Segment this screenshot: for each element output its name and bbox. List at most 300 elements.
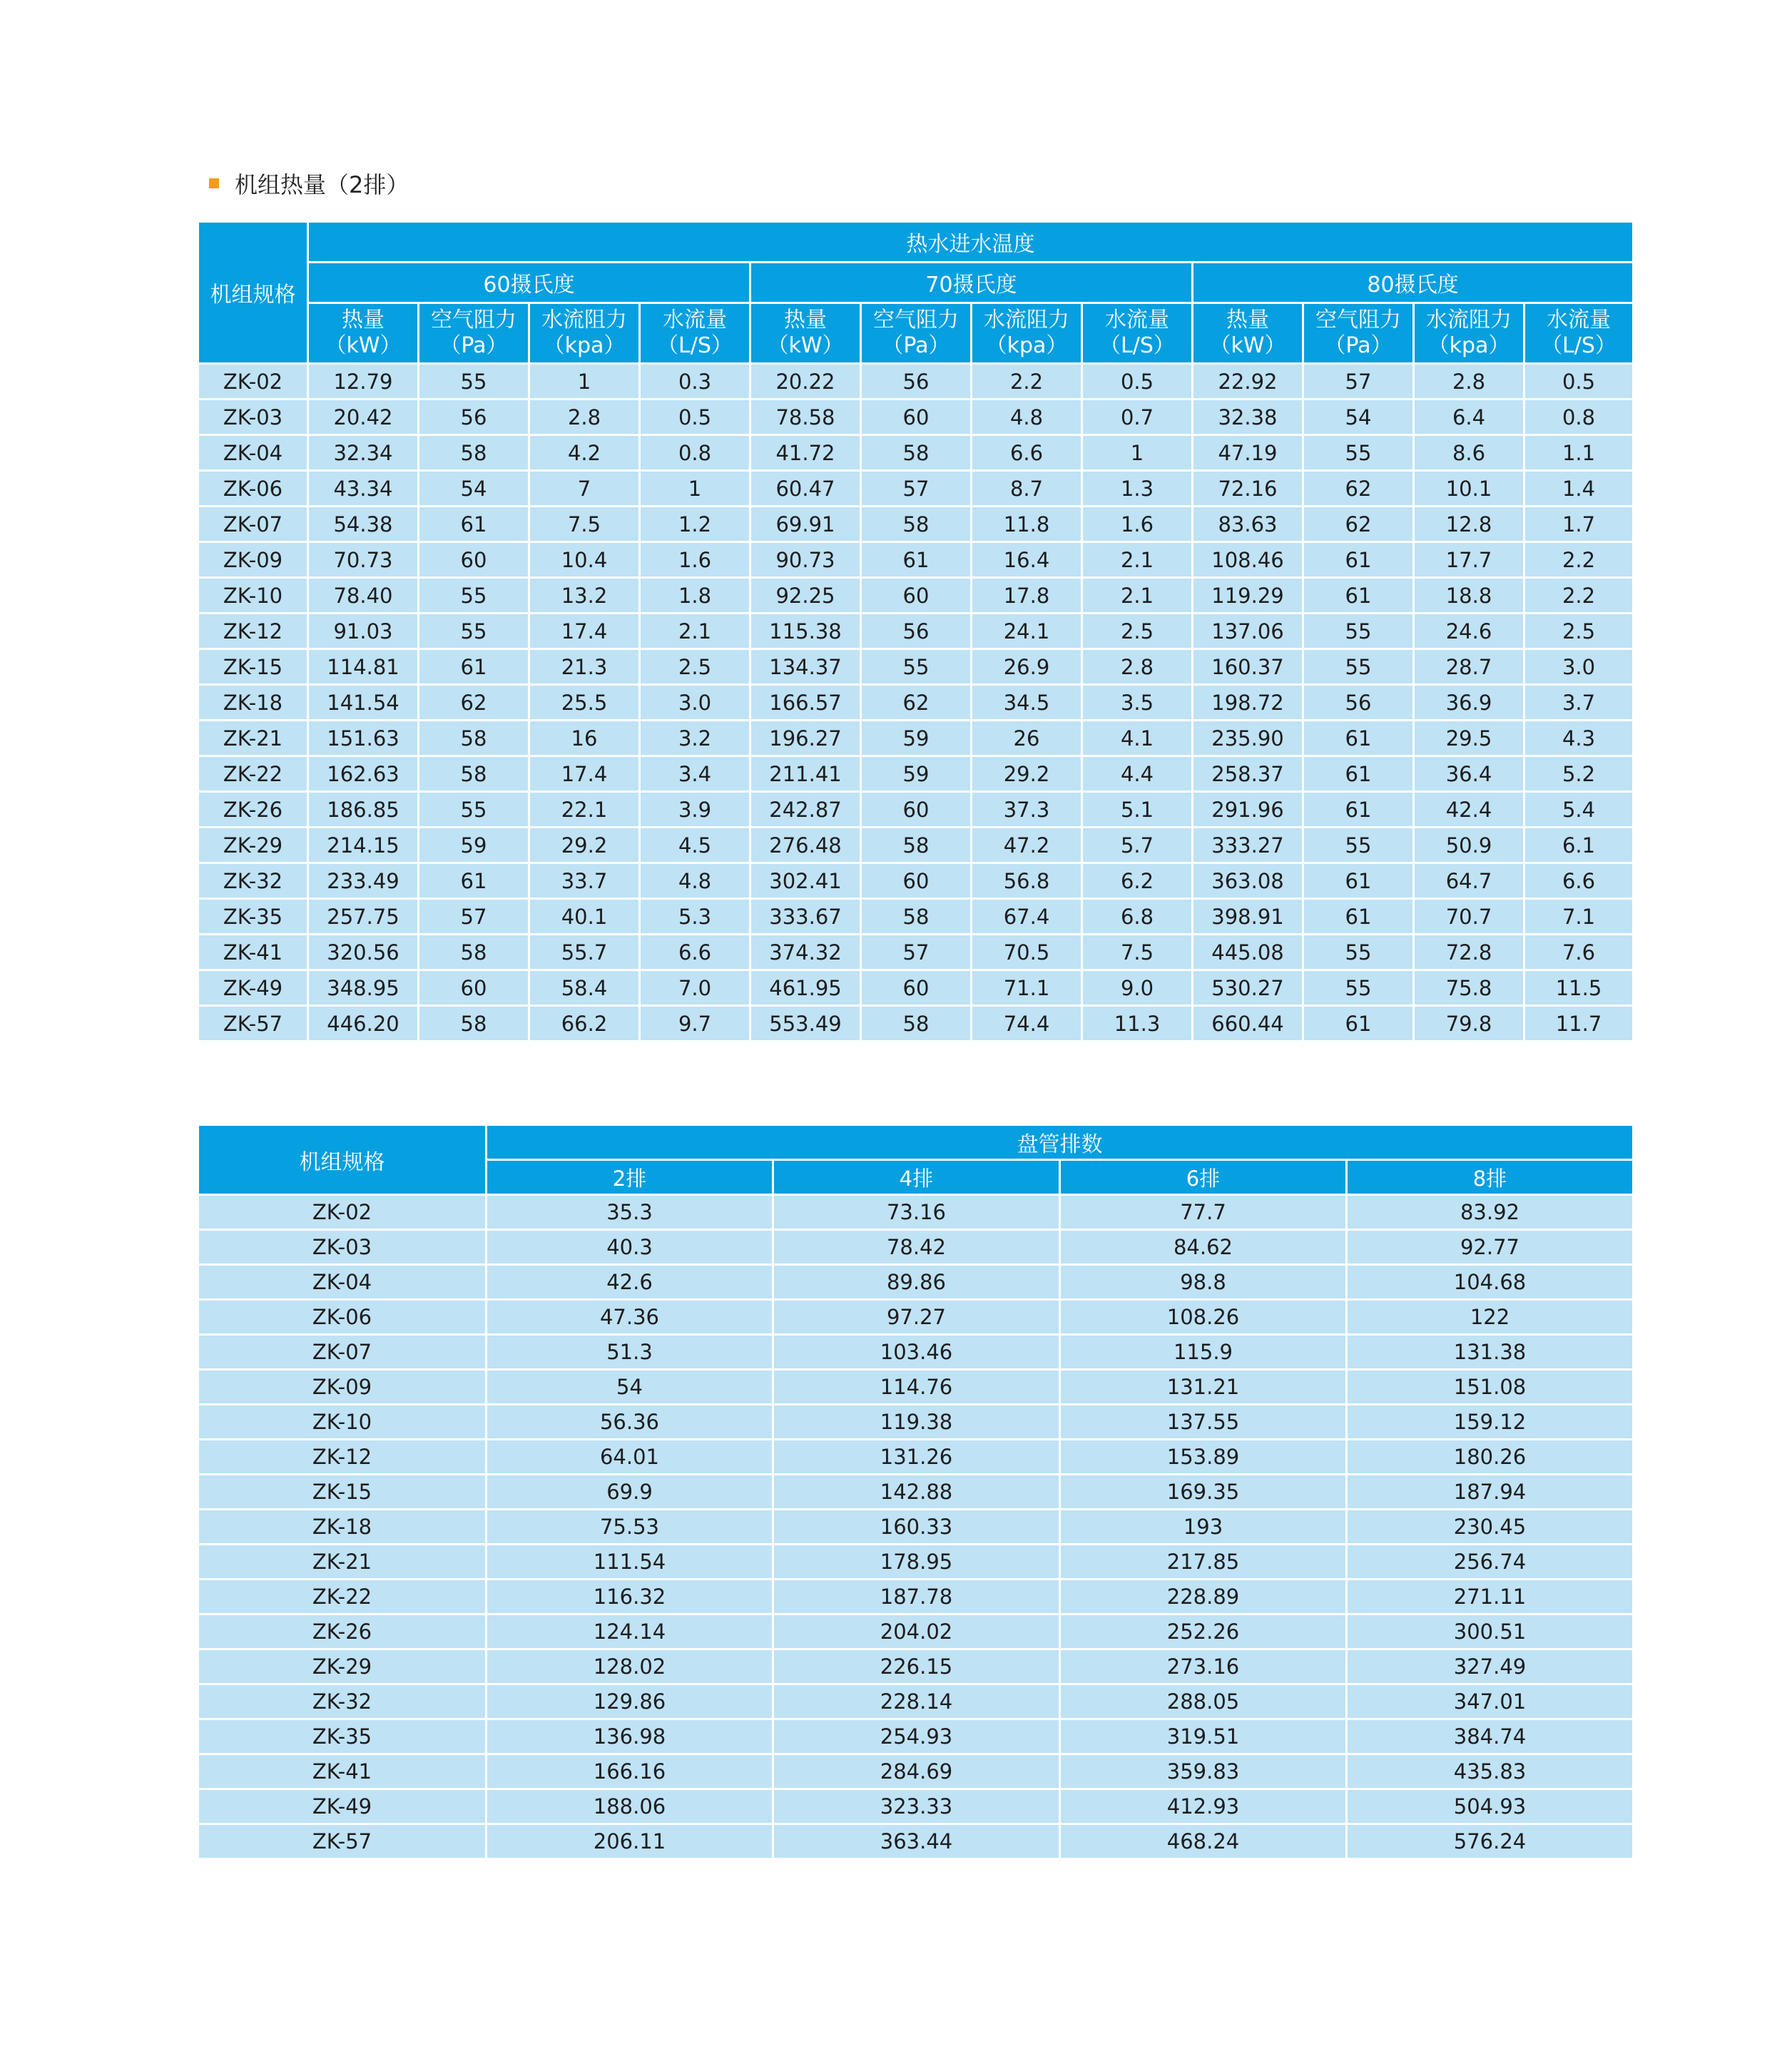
- value-cell: 58.4: [529, 970, 640, 1006]
- value-cell: 98.8: [1060, 1265, 1347, 1300]
- value-cell: 57: [861, 935, 972, 970]
- value-cell: 6.6: [1524, 863, 1634, 899]
- temperature-group-header: 80摄氏度: [1193, 263, 1634, 303]
- table-row: [198, 1370, 1634, 1405]
- value-cell: 60: [861, 400, 972, 435]
- value-cell: 211.41: [750, 756, 861, 792]
- value-cell: 2.2: [1524, 578, 1634, 614]
- table-row: [198, 1684, 1634, 1719]
- table-row: [198, 400, 1634, 435]
- value-cell: 10.1: [1414, 471, 1524, 507]
- value-cell: 91.03: [308, 614, 419, 649]
- value-cell: 42.6: [487, 1265, 773, 1300]
- value-cell: 57: [419, 899, 529, 935]
- value-cell: 74.4: [972, 1006, 1082, 1042]
- table-row: [198, 1510, 1634, 1545]
- table-row: [198, 899, 1634, 935]
- value-cell: 16.4: [972, 542, 1082, 578]
- value-cell: 60: [861, 792, 972, 828]
- value-cell: 359.83: [1060, 1754, 1347, 1789]
- table-row: [198, 1649, 1634, 1684]
- table-row: [198, 1335, 1634, 1370]
- value-cell: 129.86: [487, 1684, 773, 1719]
- table-row: [198, 863, 1634, 899]
- value-cell: 6.6: [640, 935, 750, 970]
- value-cell: 131.21: [1060, 1370, 1347, 1405]
- table-row: [198, 542, 1634, 578]
- value-cell: 18.8: [1414, 578, 1524, 614]
- value-cell: 61: [1303, 542, 1414, 578]
- value-cell: 61: [419, 507, 529, 542]
- value-cell: 60: [419, 970, 529, 1006]
- value-cell: 62: [861, 685, 972, 721]
- value-cell: 61: [861, 542, 972, 578]
- value-cell: 119.38: [773, 1405, 1060, 1440]
- value-cell: 131.26: [773, 1440, 1060, 1475]
- value-cell: 73.16: [773, 1195, 1060, 1230]
- coil-rows-table: [197, 1124, 1634, 1860]
- value-cell: 291.96: [1193, 792, 1303, 828]
- value-cell: 16: [529, 721, 640, 756]
- value-cell: 92.25: [750, 578, 861, 614]
- value-cell: 43.34: [308, 471, 419, 507]
- model-cell: ZK-10: [198, 578, 308, 614]
- value-cell: 54: [1303, 400, 1414, 435]
- value-cell: 196.27: [750, 721, 861, 756]
- model-cell: ZK-29: [198, 828, 308, 863]
- value-cell: 0.5: [1524, 364, 1634, 400]
- value-cell: 530.27: [1193, 970, 1303, 1006]
- column-header-name: 热量: [342, 307, 385, 332]
- value-cell: 151.63: [308, 721, 419, 756]
- value-cell: 42.4: [1414, 792, 1524, 828]
- value-cell: 0.5: [1082, 364, 1193, 400]
- value-cell: 26: [972, 721, 1082, 756]
- value-cell: 61: [1303, 863, 1414, 899]
- value-cell: 13.2: [529, 578, 640, 614]
- table-row: [198, 1615, 1634, 1649]
- value-cell: 258.37: [1193, 756, 1303, 792]
- table-row: [198, 435, 1634, 471]
- column-header-name: 水流阻力: [541, 307, 627, 332]
- value-cell: 319.51: [1060, 1719, 1347, 1754]
- value-cell: 71.1: [972, 970, 1082, 1006]
- value-cell: 58: [861, 899, 972, 935]
- value-cell: 1.6: [640, 542, 750, 578]
- value-cell: 40.3: [487, 1230, 773, 1265]
- column-header-unit: （kpa）: [985, 333, 1068, 358]
- value-cell: 55: [1303, 970, 1414, 1006]
- value-cell: 103.46: [773, 1335, 1060, 1370]
- model-cell: ZK-02: [198, 364, 308, 400]
- coil-rows-header: 盘管排数: [487, 1125, 1634, 1160]
- value-cell: 4.3: [1524, 721, 1634, 756]
- value-cell: 2.8: [1082, 649, 1193, 685]
- value-cell: 122: [1347, 1300, 1634, 1335]
- column-header: [972, 303, 1082, 364]
- value-cell: 55: [419, 614, 529, 649]
- value-cell: 7: [529, 471, 640, 507]
- value-cell: 0.5: [640, 400, 750, 435]
- value-cell: 55: [1303, 614, 1414, 649]
- value-cell: 302.41: [750, 863, 861, 899]
- value-cell: 116.32: [487, 1580, 773, 1615]
- heating-capacity-table: [197, 220, 1634, 1042]
- value-cell: 6.8: [1082, 899, 1193, 935]
- column-header-unit: （L/S）: [1541, 333, 1617, 358]
- value-cell: 115.38: [750, 614, 861, 649]
- value-cell: 62: [1303, 471, 1414, 507]
- column-header-name: 热量: [784, 307, 827, 332]
- value-cell: 59: [861, 721, 972, 756]
- value-cell: 3.5: [1082, 685, 1193, 721]
- model-cell: ZK-15: [198, 1475, 487, 1510]
- value-cell: 55.7: [529, 935, 640, 970]
- value-cell: 3.0: [1524, 649, 1634, 685]
- value-cell: 193: [1060, 1510, 1347, 1545]
- value-cell: 188.06: [487, 1789, 773, 1824]
- value-cell: 233.49: [308, 863, 419, 899]
- value-cell: 6.1: [1524, 828, 1634, 863]
- value-cell: 70.73: [308, 542, 419, 578]
- value-cell: 11.5: [1524, 970, 1634, 1006]
- value-cell: 445.08: [1193, 935, 1303, 970]
- model-cell: ZK-35: [198, 1719, 487, 1754]
- table-row: [198, 1006, 1634, 1042]
- value-cell: 64.01: [487, 1440, 773, 1475]
- value-cell: 206.11: [487, 1824, 773, 1859]
- value-cell: 72.8: [1414, 935, 1524, 970]
- value-cell: 119.29: [1193, 578, 1303, 614]
- column-header-name: 水流量: [1105, 307, 1169, 332]
- value-cell: 7.1: [1524, 899, 1634, 935]
- value-cell: 1.1: [1524, 435, 1634, 471]
- column-header-name: 水流阻力: [1426, 307, 1512, 332]
- column-header: [1082, 303, 1193, 364]
- value-cell: 24.6: [1414, 614, 1524, 649]
- column-header: [1303, 303, 1414, 364]
- value-cell: 58: [419, 435, 529, 471]
- value-cell: 412.93: [1060, 1789, 1347, 1824]
- value-cell: 56: [1303, 685, 1414, 721]
- value-cell: 2.2: [972, 364, 1082, 400]
- value-cell: 4.8: [640, 863, 750, 899]
- column-header-unit: （kW）: [1209, 333, 1286, 358]
- value-cell: 461.95: [750, 970, 861, 1006]
- model-cell: ZK-09: [198, 542, 308, 578]
- model-spec-header: 机组规格: [198, 222, 308, 364]
- model-cell: ZK-49: [198, 970, 308, 1006]
- model-cell: ZK-22: [198, 756, 308, 792]
- column-header: [419, 303, 529, 364]
- column-header-unit: （Pa）: [439, 333, 508, 358]
- table-row: [198, 935, 1634, 970]
- value-cell: 17.4: [529, 756, 640, 792]
- value-cell: 104.68: [1347, 1265, 1634, 1300]
- value-cell: 257.75: [308, 899, 419, 935]
- column-header: [750, 303, 861, 364]
- value-cell: 12.8: [1414, 507, 1524, 542]
- temperature-group-header: 70摄氏度: [750, 263, 1193, 303]
- model-cell: ZK-32: [198, 1684, 487, 1719]
- value-cell: 51.3: [487, 1335, 773, 1370]
- table-row: [198, 685, 1634, 721]
- table-row: [198, 614, 1634, 649]
- section-title: [209, 166, 409, 201]
- coil-rows-column-header: 2排: [487, 1160, 773, 1195]
- value-cell: 446.20: [308, 1006, 419, 1042]
- value-cell: 160.33: [773, 1510, 1060, 1545]
- value-cell: 347.01: [1347, 1684, 1634, 1719]
- column-header-name: 空气阻力: [873, 307, 959, 332]
- value-cell: 29.5: [1414, 721, 1524, 756]
- value-cell: 9.0: [1082, 970, 1193, 1006]
- column-header-name: 水流量: [663, 307, 727, 332]
- value-cell: 384.74: [1347, 1719, 1634, 1754]
- value-cell: 160.37: [1193, 649, 1303, 685]
- value-cell: 58: [861, 828, 972, 863]
- model-cell: ZK-22: [198, 1580, 487, 1615]
- model-cell: ZK-12: [198, 614, 308, 649]
- value-cell: 4.1: [1082, 721, 1193, 756]
- value-cell: 0.8: [1524, 400, 1634, 435]
- value-cell: 108.46: [1193, 542, 1303, 578]
- value-cell: 70.7: [1414, 899, 1524, 935]
- value-cell: 10.4: [529, 542, 640, 578]
- value-cell: 153.89: [1060, 1440, 1347, 1475]
- value-cell: 187.78: [773, 1580, 1060, 1615]
- square-bullet-icon: [209, 178, 219, 188]
- value-cell: 0.3: [640, 364, 750, 400]
- model-cell: ZK-49: [198, 1789, 487, 1824]
- value-cell: 84.62: [1060, 1230, 1347, 1265]
- value-cell: 36.4: [1414, 756, 1524, 792]
- value-cell: 11.3: [1082, 1006, 1193, 1042]
- table-row: [198, 649, 1634, 685]
- value-cell: 5.7: [1082, 828, 1193, 863]
- column-header-name: 空气阻力: [431, 307, 516, 332]
- table-row: [198, 756, 1634, 792]
- value-cell: 61: [1303, 721, 1414, 756]
- value-cell: 228.14: [773, 1684, 1060, 1719]
- value-cell: 61: [1303, 899, 1414, 935]
- value-cell: 3.7: [1524, 685, 1634, 721]
- value-cell: 1.8: [640, 578, 750, 614]
- column-header-name: 热量: [1226, 307, 1269, 332]
- value-cell: 0.7: [1082, 400, 1193, 435]
- value-cell: 0.8: [640, 435, 750, 471]
- value-cell: 256.74: [1347, 1545, 1634, 1580]
- value-cell: 186.85: [308, 792, 419, 828]
- value-cell: 69.9: [487, 1475, 773, 1510]
- model-cell: ZK-41: [198, 935, 308, 970]
- value-cell: 271.11: [1347, 1580, 1634, 1615]
- model-cell: ZK-03: [198, 1230, 487, 1265]
- value-cell: 61: [419, 649, 529, 685]
- value-cell: 75.53: [487, 1510, 773, 1545]
- value-cell: 4.4: [1082, 756, 1193, 792]
- model-cell: ZK-35: [198, 899, 308, 935]
- value-cell: 61: [1303, 756, 1414, 792]
- column-header-unit: （Pa）: [882, 333, 950, 358]
- table-row: [198, 1230, 1634, 1265]
- column-header: [1193, 303, 1303, 364]
- value-cell: 36.9: [1414, 685, 1524, 721]
- value-cell: 58: [419, 756, 529, 792]
- value-cell: 20.42: [308, 400, 419, 435]
- value-cell: 26.9: [972, 649, 1082, 685]
- value-cell: 323.33: [773, 1789, 1060, 1824]
- column-header-unit: （kW）: [767, 333, 844, 358]
- value-cell: 226.15: [773, 1649, 1060, 1684]
- value-cell: 204.02: [773, 1615, 1060, 1649]
- value-cell: 41.72: [750, 435, 861, 471]
- value-cell: 47.36: [487, 1300, 773, 1335]
- value-cell: 235.90: [1193, 721, 1303, 756]
- model-cell: ZK-18: [198, 685, 308, 721]
- value-cell: 5.4: [1524, 792, 1634, 828]
- value-cell: 55: [1303, 935, 1414, 970]
- column-header: [529, 303, 640, 364]
- value-cell: 58: [861, 435, 972, 471]
- value-cell: 3.0: [640, 685, 750, 721]
- value-cell: 83.92: [1347, 1195, 1634, 1230]
- value-cell: 214.15: [308, 828, 419, 863]
- value-cell: 62: [419, 685, 529, 721]
- table-row: [198, 1754, 1634, 1789]
- value-cell: 54.38: [308, 507, 419, 542]
- model-cell: ZK-57: [198, 1824, 487, 1859]
- value-cell: 169.35: [1060, 1475, 1347, 1510]
- model-spec-header: 机组规格: [198, 1125, 487, 1195]
- value-cell: 468.24: [1060, 1824, 1347, 1859]
- value-cell: 2.5: [1082, 614, 1193, 649]
- table-row: [198, 1580, 1634, 1615]
- table-row: [198, 1405, 1634, 1440]
- model-cell: ZK-26: [198, 1615, 487, 1649]
- model-cell: ZK-26: [198, 792, 308, 828]
- model-cell: ZK-18: [198, 1510, 487, 1545]
- value-cell: 217.85: [1060, 1545, 1347, 1580]
- value-cell: 576.24: [1347, 1824, 1634, 1859]
- value-cell: 3.2: [640, 721, 750, 756]
- model-cell: ZK-10: [198, 1405, 487, 1440]
- value-cell: 79.8: [1414, 1006, 1524, 1042]
- value-cell: 7.5: [1082, 935, 1193, 970]
- value-cell: 55: [419, 364, 529, 400]
- value-cell: 47.2: [972, 828, 1082, 863]
- coil-rows-column-header: 8排: [1347, 1160, 1634, 1195]
- value-cell: 398.91: [1193, 899, 1303, 935]
- value-cell: 1: [1082, 435, 1193, 471]
- value-cell: 60: [861, 578, 972, 614]
- value-cell: 17.4: [529, 614, 640, 649]
- value-cell: 3.9: [640, 792, 750, 828]
- temperature-group-header: 60摄氏度: [308, 263, 750, 303]
- value-cell: 56.8: [972, 863, 1082, 899]
- value-cell: 2.8: [1414, 364, 1524, 400]
- table-row: [198, 578, 1634, 614]
- value-cell: 56: [419, 400, 529, 435]
- value-cell: 17.8: [972, 578, 1082, 614]
- value-cell: 300.51: [1347, 1615, 1634, 1649]
- value-cell: 5.2: [1524, 756, 1634, 792]
- value-cell: 180.26: [1347, 1440, 1634, 1475]
- value-cell: 70.5: [972, 935, 1082, 970]
- value-cell: 131.38: [1347, 1335, 1634, 1370]
- model-cell: ZK-41: [198, 1754, 487, 1789]
- value-cell: 60: [861, 863, 972, 899]
- value-cell: 136.98: [487, 1719, 773, 1754]
- value-cell: 6.2: [1082, 863, 1193, 899]
- section-title-text: 机组热量（2排）: [235, 171, 409, 198]
- value-cell: 162.63: [308, 756, 419, 792]
- table-row: [198, 471, 1634, 507]
- table-row: [198, 1545, 1634, 1580]
- value-cell: 166.16: [487, 1754, 773, 1789]
- table-row: [198, 1440, 1634, 1475]
- value-cell: 108.26: [1060, 1300, 1347, 1335]
- value-cell: 6.6: [972, 435, 1082, 471]
- column-header: [1414, 303, 1524, 364]
- value-cell: 8.6: [1414, 435, 1524, 471]
- model-cell: ZK-21: [198, 1545, 487, 1580]
- model-cell: ZK-04: [198, 435, 308, 471]
- value-cell: 7.6: [1524, 935, 1634, 970]
- value-cell: 115.9: [1060, 1335, 1347, 1370]
- value-cell: 90.73: [750, 542, 861, 578]
- value-cell: 8.7: [972, 471, 1082, 507]
- value-cell: 288.05: [1060, 1684, 1347, 1719]
- value-cell: 2.2: [1524, 542, 1634, 578]
- value-cell: 363.44: [773, 1824, 1060, 1859]
- value-cell: 4.2: [529, 435, 640, 471]
- value-cell: 111.54: [487, 1545, 773, 1580]
- value-cell: 56.36: [487, 1405, 773, 1440]
- model-cell: ZK-12: [198, 1440, 487, 1475]
- table-row: [198, 507, 1634, 542]
- value-cell: 50.9: [1414, 828, 1524, 863]
- model-cell: ZK-07: [198, 1335, 487, 1370]
- value-cell: 54: [419, 471, 529, 507]
- column-header-name: 水流量: [1547, 307, 1611, 332]
- value-cell: 327.49: [1347, 1649, 1634, 1684]
- value-cell: 69.91: [750, 507, 861, 542]
- table-row: [198, 970, 1634, 1006]
- column-header-name: 水流阻力: [984, 307, 1069, 332]
- value-cell: 35.3: [487, 1195, 773, 1230]
- value-cell: 242.87: [750, 792, 861, 828]
- value-cell: 333.27: [1193, 828, 1303, 863]
- table-row: [198, 1475, 1634, 1510]
- column-header: [308, 303, 419, 364]
- column-header: [640, 303, 750, 364]
- column-header-unit: （kW）: [325, 333, 402, 358]
- table-row: [198, 1265, 1634, 1300]
- inlet-temperature-header: 热水进水温度: [308, 222, 1634, 263]
- value-cell: 61: [1303, 1006, 1414, 1042]
- column-header: [861, 303, 972, 364]
- value-cell: 320.56: [308, 935, 419, 970]
- model-cell: ZK-02: [198, 1195, 487, 1230]
- value-cell: 92.77: [1347, 1230, 1634, 1265]
- value-cell: 57: [861, 471, 972, 507]
- model-cell: ZK-15: [198, 649, 308, 685]
- value-cell: 2.8: [529, 400, 640, 435]
- value-cell: 2.1: [640, 614, 750, 649]
- value-cell: 59: [419, 828, 529, 863]
- value-cell: 284.69: [773, 1754, 1060, 1789]
